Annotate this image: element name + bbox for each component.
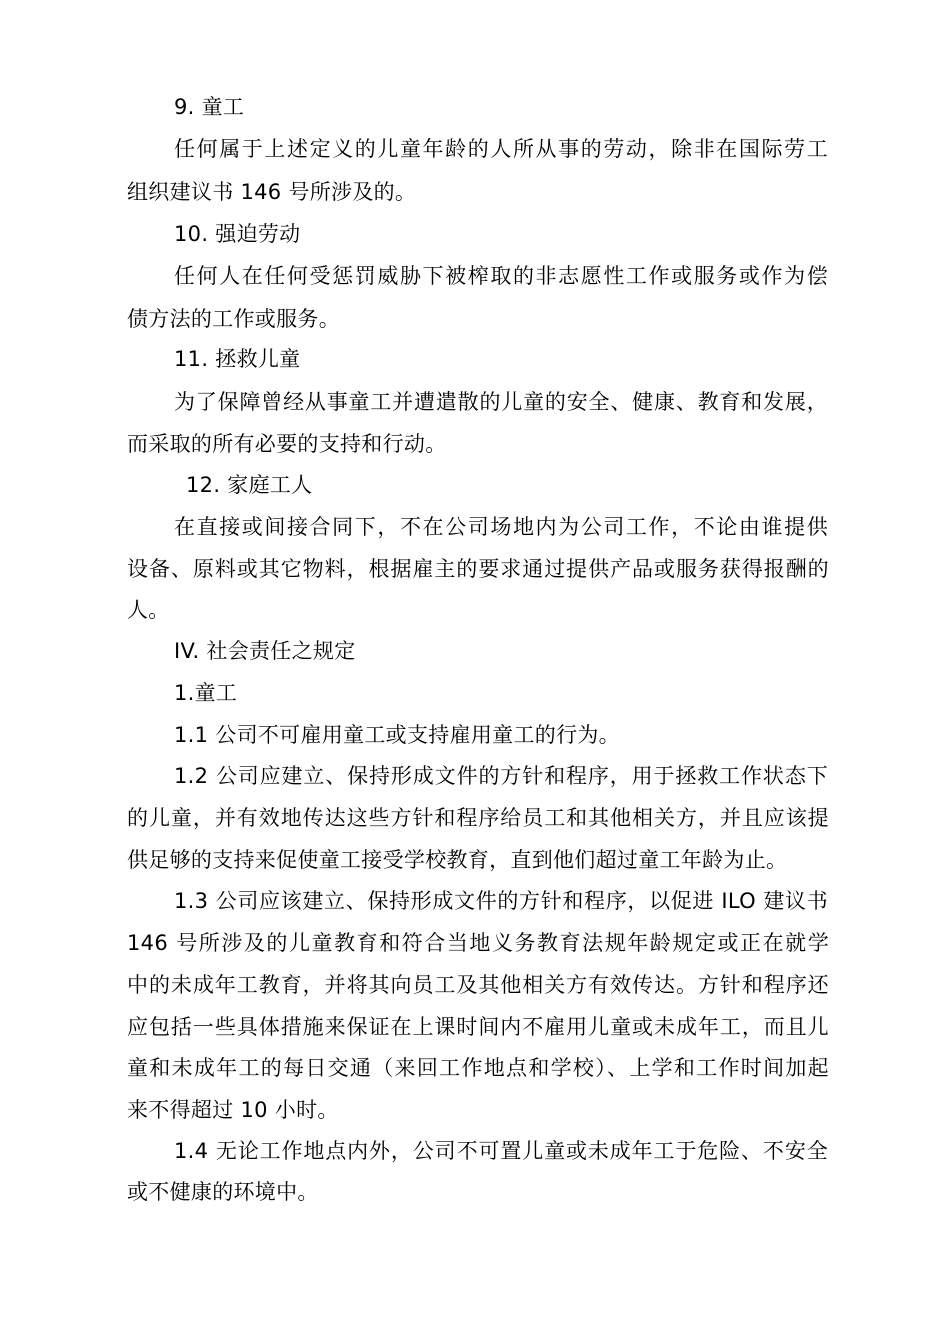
clause-1-1: 1.1 公司不可雇用童工或支持雇用童工的行为。 — [174, 723, 620, 747]
paragraph-line: 而采取的所有必要的支持和行动。 — [127, 432, 447, 456]
paragraph-line: 在直接或间接合同下，不在公司场地内为公司工作，不论由谁提供 — [174, 515, 828, 539]
paragraph-line: 债方法的工作或服务。 — [127, 307, 340, 331]
heading-rescue-children: 11. 拯救儿童 — [174, 347, 301, 371]
section-heading-iv: IV. 社会责任之规定 — [174, 639, 356, 663]
clause-1-2-line: 的儿童，并有效地传达这些方针和程序给员工和其他相关方，并且应该提 — [127, 806, 829, 830]
paragraph-line: 为了保障曾经从事童工并遭遣散的儿童的安全、健康、教育和发展， — [174, 390, 828, 414]
clause-1-2-line: 1.2 公司应建立、保持形成文件的方针和程序，用于拯救工作状态下 — [174, 764, 828, 788]
clause-1-4-line: 1.4 无论工作地点内外，公司不可置儿童或未成年工于危险、不安全 — [174, 1139, 828, 1163]
clause-1-3-line: 应包括一些具体措施来保证在上课时间内不雇用儿童或未成年工，而且儿 — [127, 1015, 829, 1039]
clause-1-3-line: 来不得超过 10 小时。 — [127, 1098, 339, 1122]
clause-1-4-line: 或不健康的环境中。 — [127, 1180, 319, 1204]
paragraph-line: 任何属于上述定义的儿童年龄的人所从事的劳动，除非在国际劳工 — [174, 137, 828, 161]
clause-1-3-line: 中的未成年工教育，并将其向员工及其他相关方有效传达。方针和程序还 — [127, 973, 829, 997]
clause-1-3-line: 童和未成年工的每日交通（来回工作地点和学校）、上学和工作时间加起 — [127, 1056, 829, 1080]
paragraph-line: 人。 — [127, 598, 170, 622]
paragraph-line: 组织建议书 146 号所涉及的。 — [127, 180, 417, 204]
heading-forced-labor: 10. 强迫劳动 — [174, 222, 301, 246]
heading-child-labor: 9. 童工 — [174, 95, 245, 119]
clause-1-2-line: 供足够的支持来促使童工接受学校教育，直到他们超过童工年龄为止。 — [127, 848, 788, 872]
heading-home-worker: 12. 家庭工人 — [186, 473, 313, 497]
subheading-child-labor: 1.童工 — [174, 681, 238, 705]
clause-1-3-line: 146 号所涉及的儿童教育和符合当地义务教育法规年龄规定或正在就学 — [127, 931, 829, 955]
clause-1-3-line: 1.3 公司应该建立、保持形成文件的方针和程序，以促进 ILO 建议书 — [174, 889, 828, 913]
paragraph-line: 任何人在任何受惩罚威胁下被榨取的非志愿性工作或服务或作为偿 — [174, 264, 828, 288]
paragraph-line: 设备、原料或其它物料，根据雇主的要求通过提供产品或服务获得报酬的 — [127, 557, 829, 581]
